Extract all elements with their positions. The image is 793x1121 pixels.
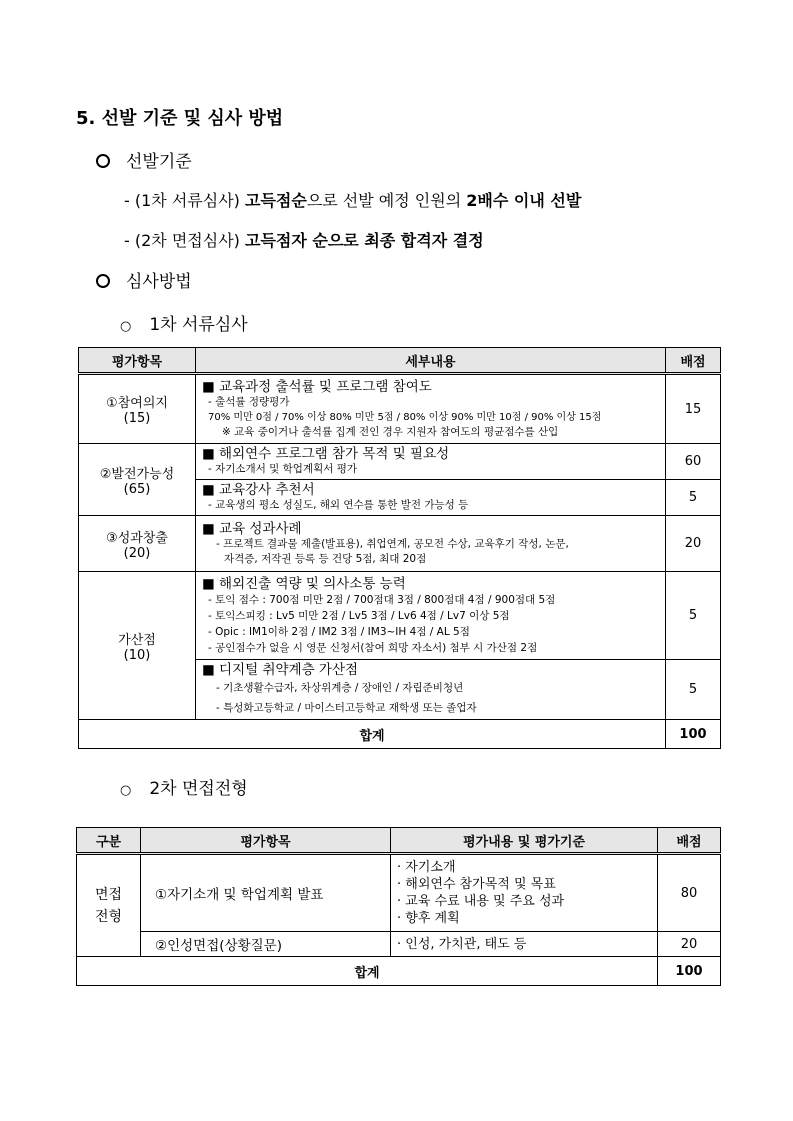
content-presentation <box>391 854 658 932</box>
details-bonus-a <box>196 572 666 660</box>
detail-title: ■ 디지털 취약계층 가산점 <box>202 661 359 678</box>
score-cell: 15 <box>666 374 721 444</box>
stage2-title: 2차 면접전형 <box>149 779 248 799</box>
header-score: 배점 <box>666 348 721 374</box>
item-label: ①참여의지 <box>106 396 168 411</box>
interview-table <box>76 827 721 986</box>
detail-line: - 자기소개서 및 학업계획서 평가 <box>208 463 357 475</box>
detail-line: - 프로젝트 결과물 제출(발표용), 취업연계, 공모전 수상, 교육후기 작성, 논문, <box>216 537 569 550</box>
criteria-line-1-bold-a: 고득점순 <box>244 191 307 210</box>
detail-line: - 기초생활수급자, 차상위계층 / 장애인 / 자립준비청년 <box>216 681 464 694</box>
item-max-score: (20) <box>123 545 151 561</box>
item-presentation: ①자기소개 및 학업계획 발표 <box>141 854 391 932</box>
header-category: 구분 <box>77 828 141 854</box>
detail-line: - 공인점수가 없을 시 영문 신청서(참여 희망 자소서) 첨부 시 가산점 2점 <box>208 641 538 654</box>
details-participation <box>196 374 666 444</box>
details-bonus-b <box>196 660 666 720</box>
total-score: 100 <box>666 720 721 749</box>
criteria-line-1-mid: 으로 선발 예정 인원의 <box>306 191 467 210</box>
group-label: 면접 <box>94 886 123 903</box>
item-label: ②발전가능성 <box>99 466 175 482</box>
detail-line: - Opic : IM1이하 2점 / IM2 3점 / IM3~IH 4점 / AL 5점 <box>208 625 470 638</box>
content-line: · 향후 계획 <box>397 911 460 926</box>
detail-title: ■ 교육과정 출석률 및 프로그램 참여도 <box>202 378 432 395</box>
detail-line: ※ 교육 중이거나 출석률 집계 전인 경우 지원자 참여도의 평균점수를 산입 <box>222 425 559 438</box>
detail-title: ■ 교육 성과사례 <box>202 520 302 537</box>
stage1-heading <box>120 310 248 335</box>
score-cell: 5 <box>666 660 721 720</box>
score-cell: 20 <box>658 932 721 957</box>
criteria-title: 선발기준 <box>126 152 192 172</box>
content-line: · 교육 수료 내용 및 주요 성과 <box>397 894 565 909</box>
total-score: 100 <box>658 957 721 986</box>
content-line: · 해외연수 참가목적 및 목표 <box>397 877 556 892</box>
details-outcomes <box>196 516 666 572</box>
document-review-table <box>78 347 721 749</box>
detail-line: - 특성화고등학교 / 마이스터고등학교 재학생 또는 졸업자 <box>216 701 477 714</box>
stage1-title: 1차 서류심사 <box>149 315 248 335</box>
item-growth <box>79 444 196 516</box>
details-growth-b <box>196 480 666 516</box>
criteria-line-1-bold-b: 2배수 이내 선발 <box>466 191 582 210</box>
criteria-line-1 <box>124 188 581 211</box>
score-cell: 5 <box>666 480 721 516</box>
detail-line: 70% 미만 0점 / 70% 이상 80% 미만 5점 / 80% 이상 90% 미만 10점 / 90% 이상 15점 <box>208 411 602 423</box>
total-label: 합계 <box>77 957 658 986</box>
small-circle-bullet-icon: ○ <box>120 783 132 798</box>
criteria-line-2-bold: 고득점자 순으로 최종 합격자 결정 <box>244 231 484 250</box>
criteria-line-2-prefix: - (2차 면접심사) <box>124 231 245 250</box>
header-eval-item: 평가항목 <box>141 828 391 854</box>
method-title: 심사방법 <box>126 272 192 292</box>
detail-title: ■ 해외진출 역량 및 의사소통 능력 <box>202 575 406 592</box>
item-label: ③성과창출 <box>106 530 168 546</box>
content-line: · 자기소개 <box>397 860 456 875</box>
item-bonus <box>79 572 196 720</box>
criteria-line-2 <box>124 228 484 251</box>
detail-line: - 교육생의 평소 성실도, 해외 연수를 통한 발전 가능성 등 <box>208 499 469 511</box>
item-max-score: (65) <box>123 481 151 497</box>
header-score: 배점 <box>658 828 721 854</box>
hollow-circle-bullet-icon <box>96 274 110 288</box>
hollow-circle-bullet-icon <box>96 154 110 168</box>
small-circle-bullet-icon: ○ <box>120 319 132 334</box>
header-eval-content: 평가내용 및 평가기준 <box>391 828 658 854</box>
score-cell: 80 <box>658 854 721 932</box>
score-cell: 60 <box>666 444 721 480</box>
criteria-line-1-prefix: - (1차 서류심사) <box>124 191 245 210</box>
item-personality: ②인성면접(상황질문) <box>141 932 391 957</box>
detail-line: - 토익 점수 : 700점 미만 2점 / 700점대 3점 / 800점대 4점 / 900점대 5점 <box>208 593 556 606</box>
group-label: 전형 <box>94 908 123 925</box>
criteria-section <box>96 147 192 172</box>
detail-line: - 출석률 정량평가 <box>208 395 290 408</box>
group-interview <box>77 854 141 957</box>
item-max-score: (10) <box>123 647 151 663</box>
total-label: 합계 <box>79 720 666 749</box>
score-cell: 20 <box>666 516 721 572</box>
section-heading: 5. 선발 기준 및 심사 방법 <box>76 108 284 129</box>
detail-title: ■ 해외연수 프로그램 참가 목적 및 필요성 <box>202 446 450 462</box>
item-label: 가산점 <box>118 632 156 648</box>
method-section <box>96 267 192 292</box>
detail-line: 자격증, 저작권 등록 등 건당 5점, 최대 20점 <box>224 552 427 565</box>
content-personality: · 인성, 가치관, 태도 등 <box>391 932 658 957</box>
item-max-score: (15) <box>123 411 151 426</box>
item-participation <box>79 374 196 444</box>
stage2-heading <box>120 774 248 799</box>
score-cell: 5 <box>666 572 721 660</box>
header-eval-item: 평가항목 <box>79 348 196 374</box>
detail-title: ■ 교육강사 추천서 <box>202 482 315 498</box>
details-growth-a <box>196 444 666 480</box>
detail-line: - 토익스피킹 : Lv5 미만 2점 / Lv5 3점 / Lv6 4점 / Lv7 이상 5점 <box>208 609 510 622</box>
item-outcomes <box>79 516 196 572</box>
header-details: 세부내용 <box>196 348 666 374</box>
